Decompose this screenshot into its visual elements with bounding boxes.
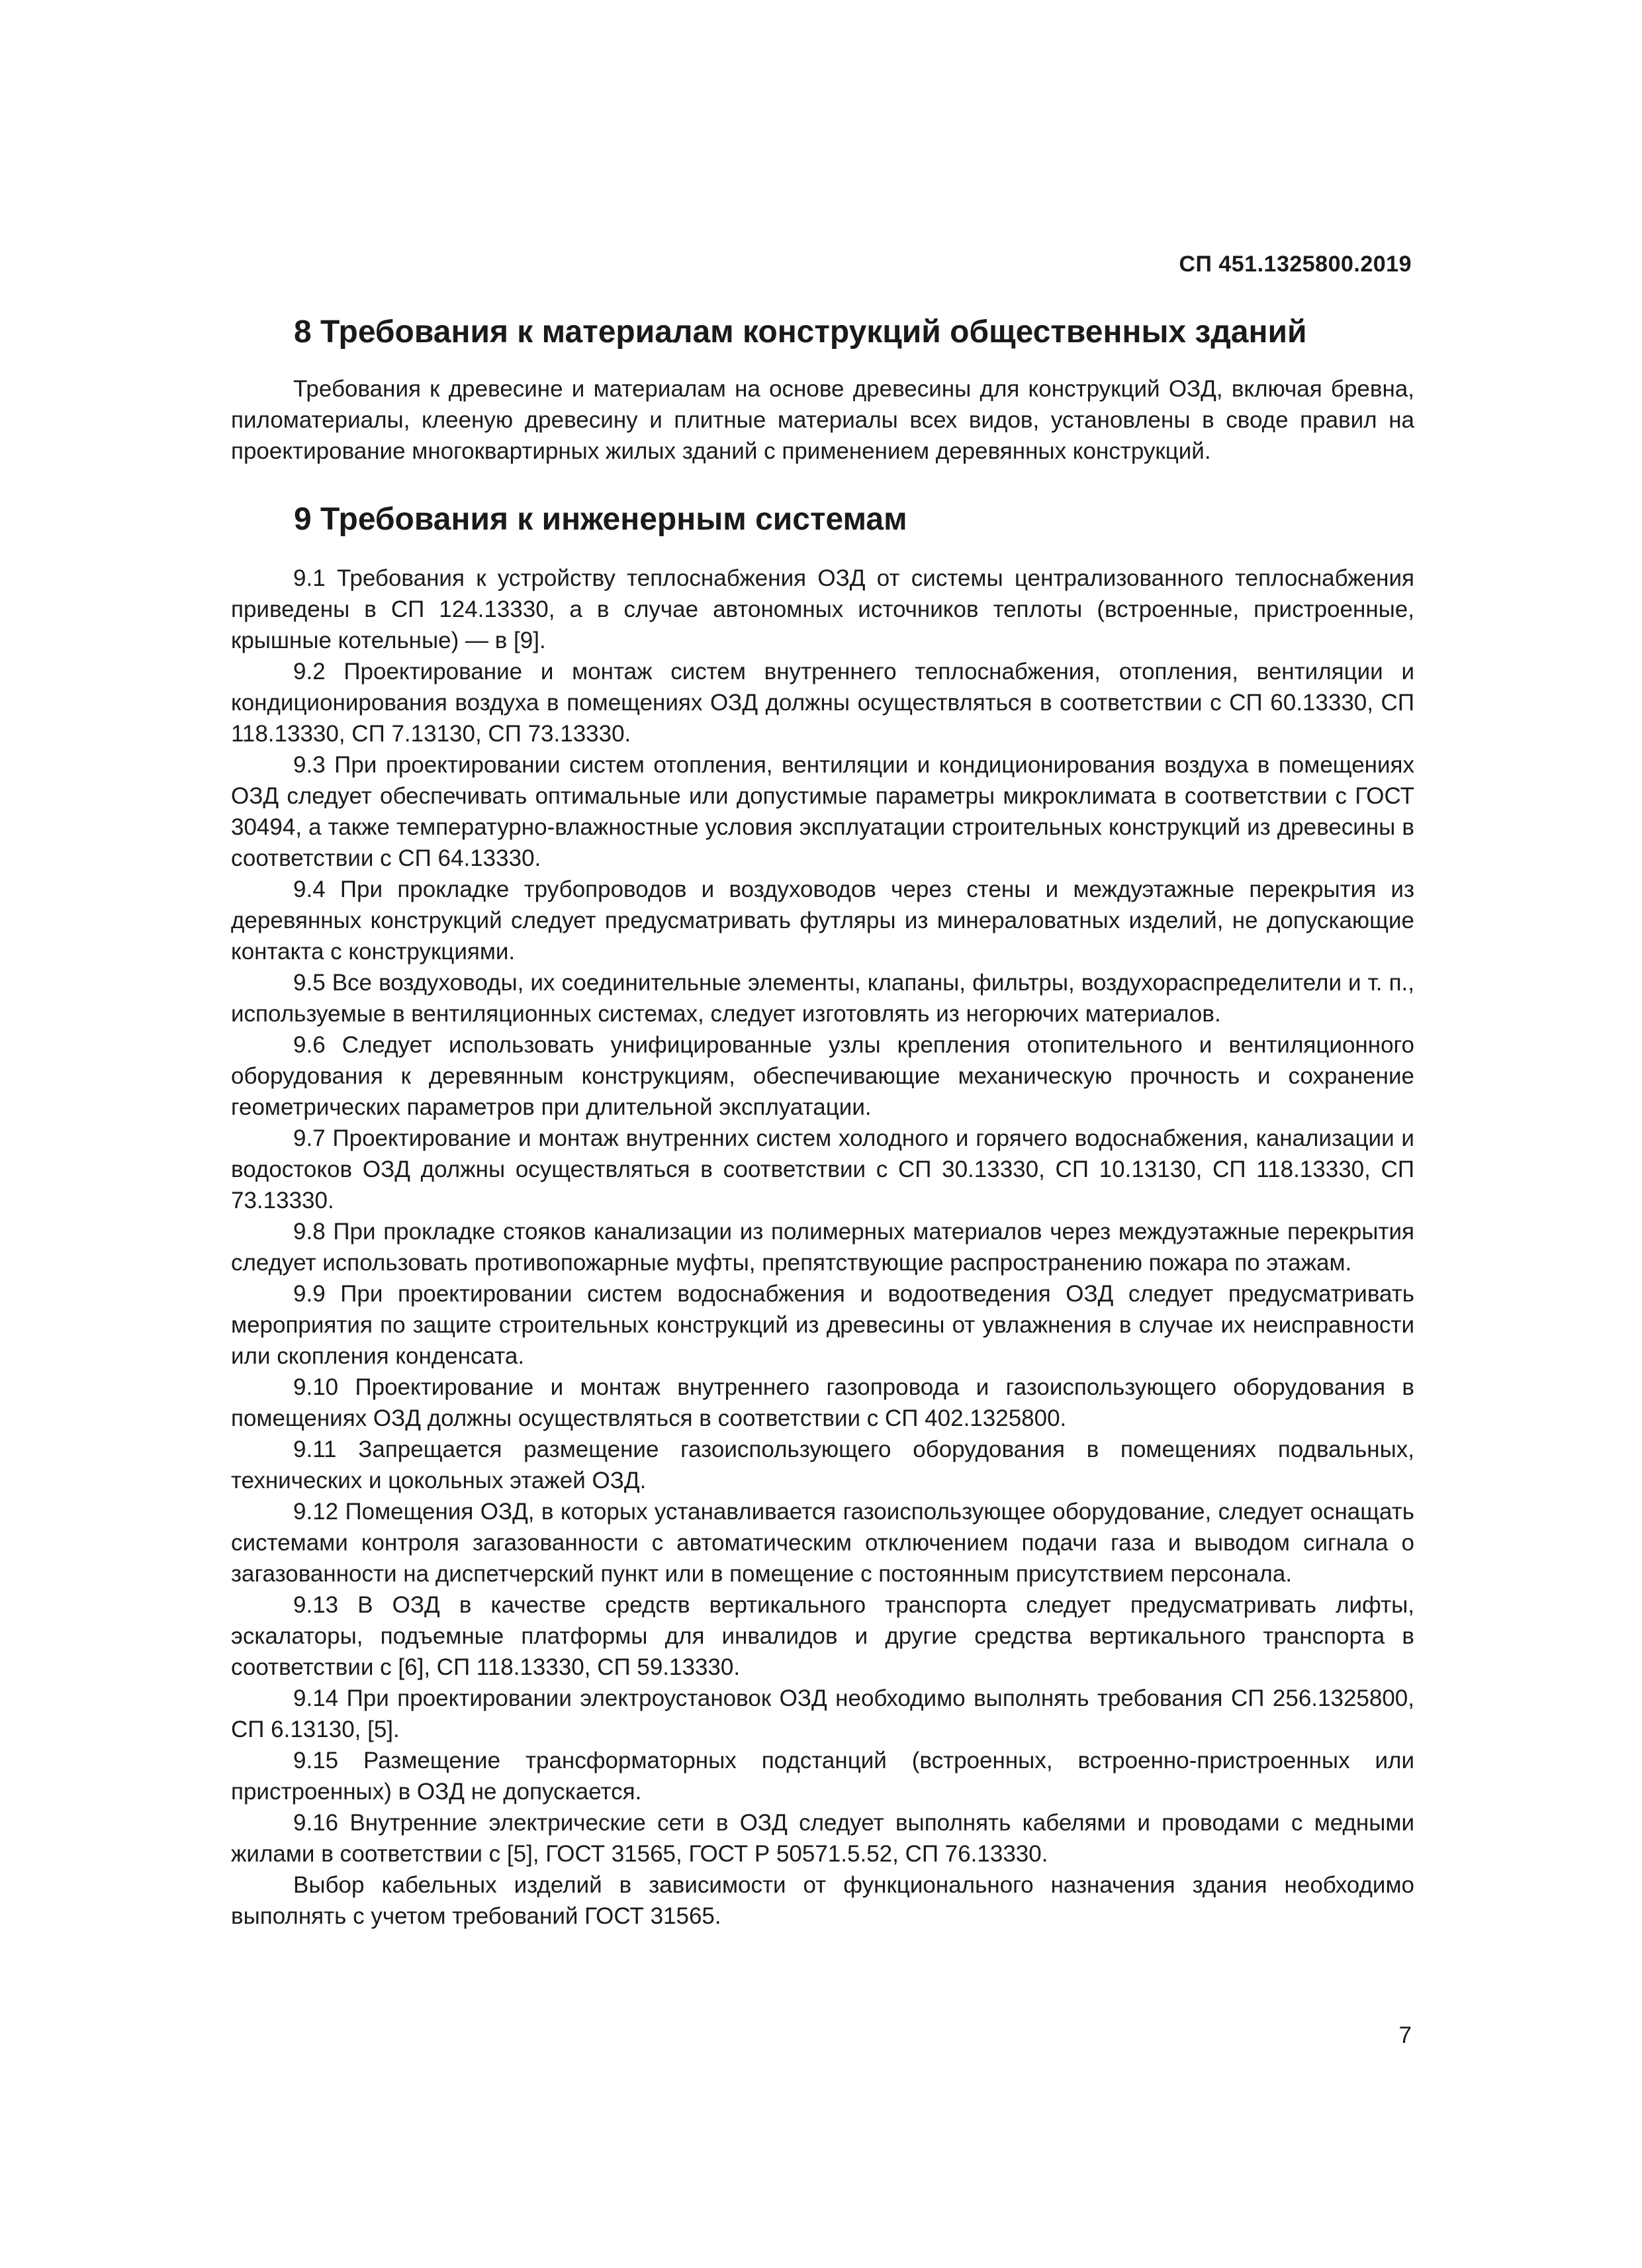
page-number: 7 <box>1398 2022 1412 2048</box>
clause-9-7: 9.7 Проектирование и монтаж внутренних систем холодного и горячего водоснабжения, канализации и водостоков ОЗД должны осуществляться в соответствии с СП 30.13330, СП 10.13130, СП 118.13330, СП 73.13330. <box>231 1125 1414 1213</box>
clause-9-8: 9.8 При прокладке стояков канализации из полимерных материалов через междуэтажные перекрытия следует использовать противопожарные муфты, препятствующие распространению пожара по этажам. <box>231 1219 1414 1276</box>
page-content <box>231 312 1414 1932</box>
clause-9-12: 9.12 Помещения ОЗД, в которых устанавливается газоиспользующее оборудование, следует оснащать системами контроля загазованности с автоматическим отключением подачи газа и выводом сигнала о загазованности на диспетчерский пункт или в помещение с постоянным присутствием персонала. <box>231 1499 1414 1587</box>
clause-9-16: 9.16 Внутренние электрические сети в ОЗД следует выполнять кабелями и проводами с медными жилами в соответствии с [5], ГОСТ 31565, ГОСТ Р 50571.5.52, СП 76.13330. <box>231 1810 1414 1867</box>
clause-9-3: 9.3 При проектировании систем отопления, вентиляции и кондиционирования воздуха в помещениях ОЗД следует обеспечивать оптимальные или допустимые параметры микроклимата в соответствии с ГОСТ 30494, а также температурно-влажностные условия эксплуатации строительных конструкций из древесины в соответствии с СП 64.13330. <box>231 752 1414 871</box>
clause-9-1: 9.1 Требования к устройству теплоснабжения ОЗД от системы централизованного теплоснабжения приведены в СП 124.13330, а в случае автономных источников теплоты (встроенные, пристроенные, крышные котельные) — в [9]. <box>231 565 1414 653</box>
clause-9-6: 9.6 Следует использовать унифицированные узлы крепления отопительного и вентиляционного оборудования к деревянным конструкциям, обеспечивающие механическую прочность и сохранение геометрических параметров при длительной эксплуатации. <box>231 1032 1414 1120</box>
clause-9-13: 9.13 В ОЗД в качестве средств вертикального транспорта следует предусматривать лифты, эскалаторы, подъемные платформы для инвалидов и другие средства вертикального транспорта в соответствии с [6], СП 118.13330, СП 59.13330. <box>231 1592 1414 1680</box>
clause-9-9: 9.9 При проектировании систем водоснабжения и водоотведения ОЗД следует предусматривать мероприятия по защите строительных конструкций из древесины от увлажнения в случае их неисправности или скопления конденсата. <box>231 1281 1414 1369</box>
clause-9-11: 9.11 Запрещается размещение газоиспользующего оборудования в помещениях подвальных, технических и цокольных этажей ОЗД. <box>231 1437 1414 1493</box>
clause-9-5: 9.5 Все воздуховоды, их соединительные элементы, клапаны, фильтры, воздухораспределители и т. п., используемые в вентиляционных системах, следует изготовлять из негорючих материалов. <box>231 970 1414 1027</box>
section-9-heading: 9 Требования к инженерным системам <box>294 502 907 537</box>
section-8-paragraph: Требования к древесине и материалам на основе древесины для конструкций ОЗД, включая бревна, пиломатериалы, клееную древесину и плитные материалы всех видов, установлены в своде правил на проектирование многоквартирных жилых зданий с применением деревянных конструкций. <box>231 376 1414 464</box>
clause-9-16-continuation: Выбор кабельных изделий в зависимости от функционального назначения здания необходимо выполнять с учетом требований ГОСТ 31565. <box>231 1872 1414 1929</box>
clause-9-4: 9.4 При прокладке трубопроводов и воздуховодов через стены и междуэтажные перекрытия из деревянных конструкций следует предусматривать футляры из минераловатных изделий, не допускающие контакта с конструкциями. <box>231 876 1414 965</box>
clause-9-10: 9.10 Проектирование и монтаж внутреннего газопровода и газоиспользующего оборудования в помещениях ОЗД должны осуществляться в соответствии с СП 402.1325800. <box>231 1374 1414 1431</box>
document-code: СП 451.1325800.2019 <box>1179 252 1412 277</box>
clause-9-15: 9.15 Размещение трансформаторных подстанций (встроенных, встроенно-пристроенных или пристроенных) в ОЗД не допускается. <box>231 1748 1414 1805</box>
section-8-heading: 8 Требования к материалам конструкций общественных зданий <box>294 314 1307 350</box>
clause-9-14: 9.14 При проектировании электроустановок ОЗД необходимо выполнять требования СП 256.1325800, СП 6.13130, [5]. <box>231 1685 1414 1742</box>
clause-9-2: 9.2 Проектирование и монтаж систем внутреннего теплоснабжения, отопления, вентиляции и кондиционирования воздуха в помещениях ОЗД должны осуществляться в соответствии с СП 60.13330, СП 118.13330, СП 7.13130, СП 73.13330. <box>231 659 1414 747</box>
